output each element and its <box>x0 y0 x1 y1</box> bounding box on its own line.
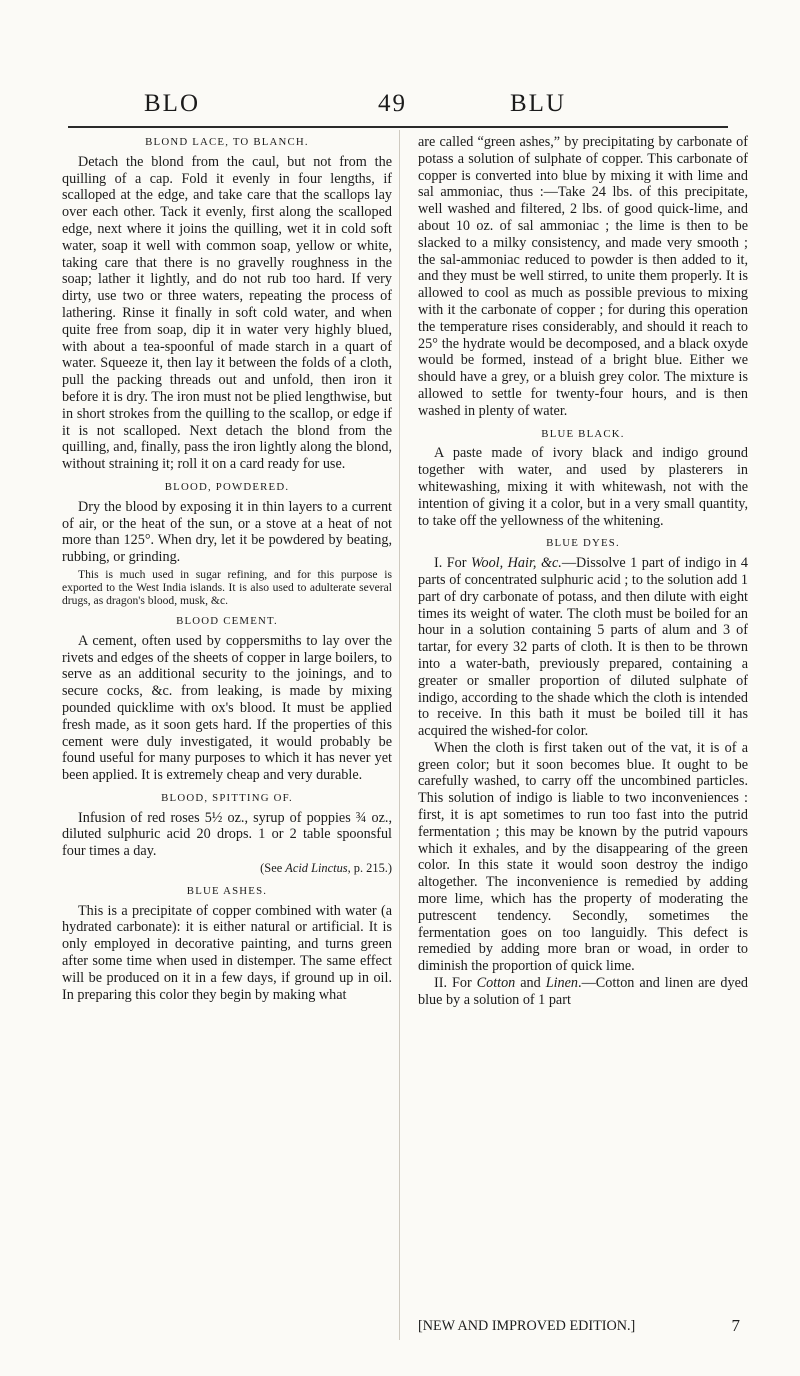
entry-heading-blood-powdered: BLOOD, POWDERED. <box>164 480 290 493</box>
entry-text-blue-black: A paste made of ivory black and indigo ground together with water, and used by plasterers in whitewashing, mixing it with whitewash, not with the intention of giving it a color, but in a very small quantity, to take off the yellowness of the whitening. <box>418 445 748 529</box>
left-column <box>62 134 392 1003</box>
entry-heading-blood-spitting: BLOOD, SPITTING OF. <box>161 791 293 804</box>
wool-prefix: I. For <box>434 555 471 572</box>
linen-subject: Linen <box>545 975 579 992</box>
header-left-guide-word: BLO <box>144 90 200 117</box>
entry-heading-blue-ashes: BLUE ASHES. <box>186 884 268 897</box>
column-divider <box>399 130 400 1340</box>
cotton-prefix: II. For <box>434 975 477 992</box>
page-number: 49 <box>378 90 407 117</box>
page-footer <box>418 1318 748 1335</box>
entry-heading-blue-dyes: BLUE DYES. <box>546 537 620 550</box>
citation-reference: Acid Linctus <box>285 861 348 876</box>
header-right-guide-word: BLU <box>510 90 566 117</box>
entry-text-blue-ashes: This is a precipitate of copper combined with water (a hydrated carbonate): it is either natural or artificial. It is only employed in decorative painting, and turns green after some time when used in distemper. The same effect will be produced on it in a few days, if ground up in oil. In preparing this color they begin by making what <box>62 902 392 1003</box>
entry-text-blue-ashes-continued: are called “green ashes,” by precipitating by carbonate of potass a solution of sulphate of copper. This carbonate of copper is converted into blue by mixing it with lime and sal ammoniac, thus :—Take 24 lbs. of this precipitate, well washed and filtered, 2 lbs. of good quick-lime, and about 10 oz. of sal ammoniac ; the lime is then to be slacked to a milky consistency, and made very smooth ; the sal-ammoniac reduced to powder is then added to it, and they must be well stirred, to unite them properly. It is allowed to cool as much as possible previous to mixing with it the carbonate of copper ; for during this operation the temperature rises considerably, and should it reach to 25° the hydrate would be decomposed, and a black oxyde would be formed, instead of a bright blue. Either we should have a grey, or a bluish grey color. The mixture is allowed to settle for twenty-four hours, and is then washed in plenty of water. <box>418 134 748 419</box>
entry-note-blood-powdered: This is much used in sugar refining, and for this purpose is exported to the West India islands. It is also used to adulterate several drugs, as dragon's blood, musk, &c. <box>62 567 392 607</box>
cotton-text: .—Cotton and linen are dyed blue by a solution of 1 part <box>418 975 748 1008</box>
citation-prefix: (See <box>260 861 286 876</box>
signature-mark: 7 <box>731 1316 740 1335</box>
entry-text-blood-spitting: Infusion of red roses 5½ oz., syrup of poppies ¾ oz., diluted sulphuric acid 20 drops. 1 or 2 table spoonsful four times a day. <box>62 809 392 860</box>
entry-heading-blond-lace: BLOND LACE, TO BLANCH. <box>145 136 309 148</box>
entry-heading-blue-black: BLUE BLACK. <box>541 427 625 440</box>
right-column <box>418 134 748 1009</box>
running-header <box>0 90 800 120</box>
wool-subject: Wool, Hair, &c. <box>470 555 562 572</box>
entry-text-blood-powdered: Dry the blood by exposing it in thin layers to a current of air, or the heat of the sun, or a stove at a heat of not more than 125°. When dry, let it be powdered by beating, rubbing, or grinding. <box>62 498 392 566</box>
edition-note: [NEW AND IMPROVED EDITION.] <box>418 1318 636 1334</box>
entry-text-blue-dyes-vat: When the cloth is first taken out of the vat, it is of a green color; but it soon becomes blue. It ought to be carefully washed, to carry off the uncombined particles. This solution of indigo is liable to two inconveniences : first, it is apt sometimes to run too fast into the putrid fermentation ; this may be known by the putrid vapours which it exhales, and by the disappearing of the green color. In this state it would soon destroy the indigo altogether. The inconvenience is remedied by adding more lime, which has the property of moderating the putrescent tendency. Secondly, sometimes the fermentation goes on too languidly. This defect is remedied by adding more bran or woad, in order to diminish the proportion of quick lime. <box>418 739 748 975</box>
entry-heading-blood-cement: BLOOD CEMENT. <box>176 614 278 627</box>
entry-text-blond-lace: Detach the blond from the caul, but not from the quilling of a cap. Fold it evenly in four lengths, if scalloped at the edge, and take care that the scallops lay over each other. Tack it evenly, first along the scalloped edge, next where it joins the quilling, wet it in cold soft water, soap it well with common soap, yellow or white, taking care that there is no gravelly roughness in the soap; lather it lightly, and do not rub too hard. If very dirty, use two or three waters, repeating the process of lathering. Rinse it finally in soft cold water, and when quite free from soap, dip it in water very highly blued, with about a tea-spoonful of made starch in a quart of water. Squeeze it, then lay it between the folds of a cloth, pull the packing threads out and unfold, then iron it before it is dry. The iron must not be plied lengthwise, but in short strokes from the quilling to the scallop, or edge if it is not scalloped. Next detach the blond from the quilling, and, finally, pass the iron lightly along the blond, without straining it; roll it on a card ready for use. <box>62 153 392 473</box>
header-rule <box>68 126 728 128</box>
entry-text-blue-dyes-wool <box>418 555 748 740</box>
entry-text-blood-cement: A cement, often used by coppersmiths to lay over the rivets and edges of the sheets of copper in large boilers, to serve as an additional security to the joinings, and to secure cocks, &c. from leaking, is made by mixing pounded quicklime with ox's blood. It must be applied fresh made, as it soon gets hard. If the properties of this cement were duly investigated, it would probably be found useful for many purposes to which it has never yet been applied. It is extremely cheap and very durable. <box>62 632 392 784</box>
citation-suffix: , p. 215.) <box>347 861 392 876</box>
cotton-conjunction: and <box>515 975 546 992</box>
cotton-subject: Cotton <box>476 975 516 992</box>
wool-text: —Dissolve 1 part of indigo in 4 parts of concentrated sulphuric acid ; to the solution add 1 part of dry carbonate of potass, and then dilute with eight times its weight of water. The cloth must be boiled for an hour in a solution containing 5 parts of alum and 3 of tartar, for every 32 parts of cloth. It is then to be thrown into a water-bath, previously prepared, containing a greater or smaller proportion of diluted sulphate of indigo, according to the shade which the cloth is intended to receive. In this bath it must be boiled till it has acquired the wished-for color. <box>418 555 749 740</box>
entry-text-blue-dyes-cotton <box>418 975 748 1009</box>
entry-citation-blood-spitting <box>62 860 392 877</box>
